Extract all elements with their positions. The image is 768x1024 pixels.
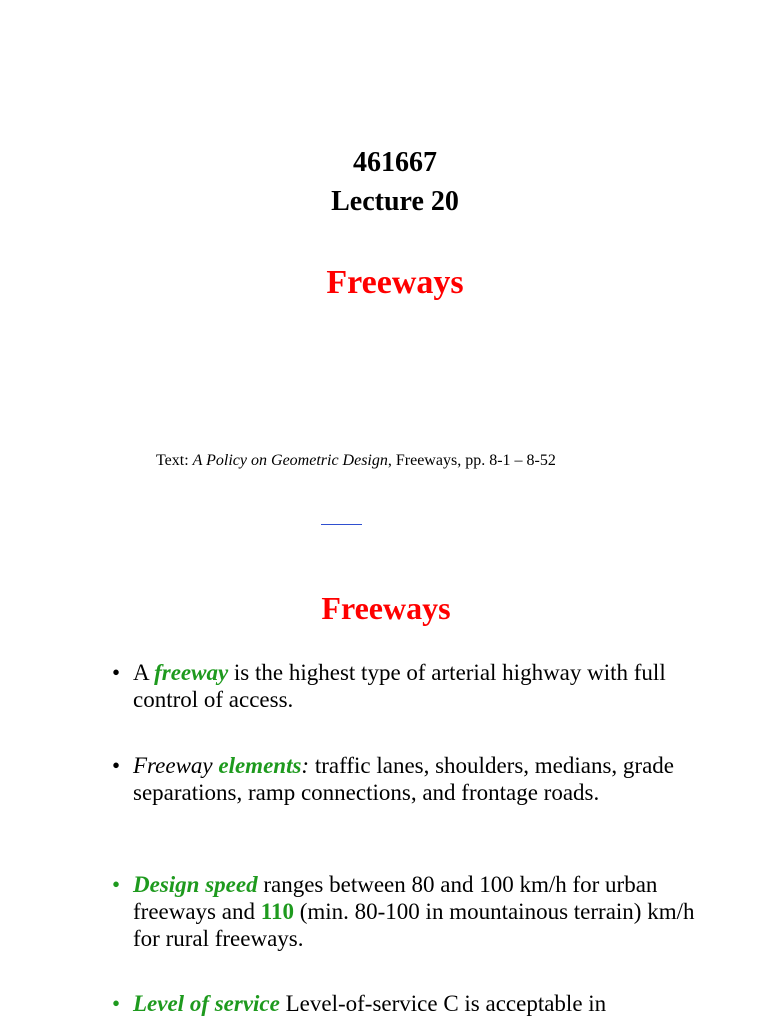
bullet-text	[133, 990, 702, 1017]
list-item	[112, 990, 702, 1017]
bullet-marker: •	[112, 991, 121, 1016]
reference-book-title: A Policy on Geometric Design	[192, 452, 388, 469]
text-run: Level-of-service C is acceptable in	[279, 991, 607, 1016]
list-item	[112, 871, 702, 952]
course-code: 461667	[353, 147, 437, 178]
reference-prefix: Text:	[156, 452, 193, 469]
text-run: traffic lanes, shoulders, medians, grade separations, ramp connections, and frontage roads.	[133, 753, 674, 805]
bullet-marker: •	[112, 872, 121, 897]
term-freeway: freeway	[154, 660, 229, 685]
reference-pages: , Freeways, pp. 8-1 – 8-52	[387, 452, 556, 469]
list-item	[112, 659, 702, 713]
text-run: Freeway	[133, 753, 219, 778]
text-run: (min. 80-100 in mountainous terrain) km/h for rural freeways.	[133, 899, 695, 951]
bullet-text	[133, 659, 702, 713]
slide-title: Freeways	[326, 264, 464, 301]
list-item	[112, 752, 702, 806]
bullet-marker: •	[112, 660, 121, 685]
slide-link-underline[interactable]	[321, 524, 362, 525]
text-run: is the highest type of arterial highway with full control of access.	[133, 660, 666, 712]
bullet-marker: •	[112, 753, 121, 778]
bullet-text	[133, 752, 702, 806]
speed-value: 110	[260, 899, 294, 924]
bullet-text	[133, 871, 702, 952]
lecture-number: Lecture 20	[331, 186, 459, 217]
term-level-of-service: Level of service	[133, 991, 280, 1016]
term-elements: elements	[218, 753, 302, 778]
text-run: ranges between 80 and 100 km/h for urban freeways and	[133, 872, 658, 924]
text-reference	[156, 451, 556, 471]
text-run: A	[133, 660, 155, 685]
text-run: :	[301, 753, 310, 778]
slide-title: Freeways	[321, 590, 451, 626]
term-design-speed: Design speed	[133, 872, 258, 897]
